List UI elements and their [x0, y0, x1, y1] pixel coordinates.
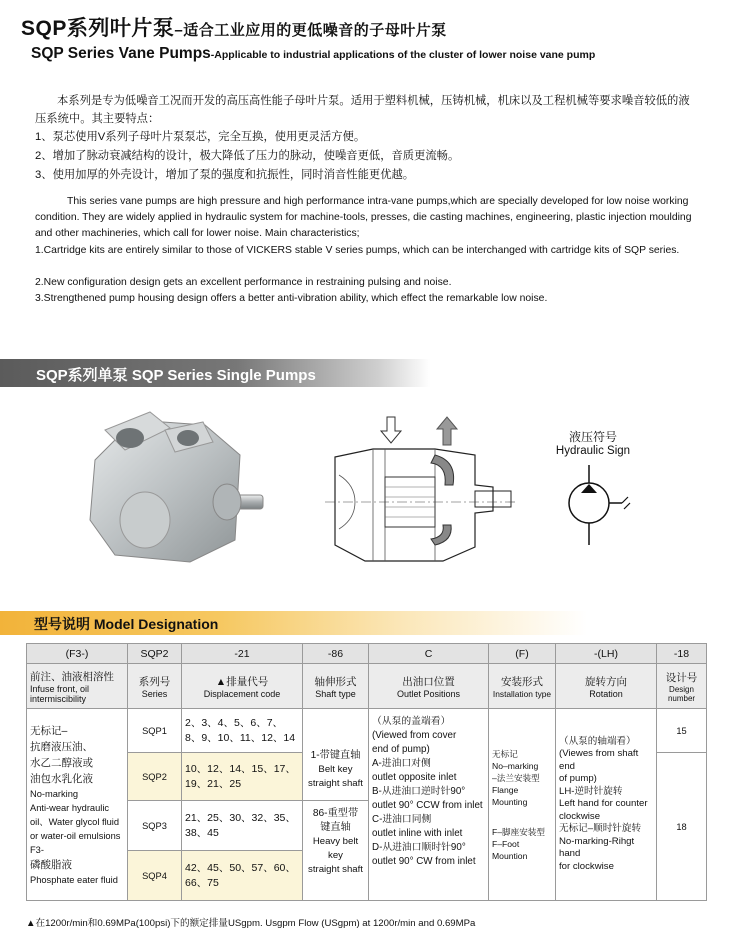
- title-cn-sub: –适合工业应用的更低噪音的子母叶片泵: [174, 22, 447, 39]
- page-title-en: [31, 45, 595, 63]
- displacement-cell: 2、3、4、5、6、7、8、9、10、11、12、14: [182, 709, 303, 753]
- intro-en-paragraph: This series vane pumps are high pressure and high performance intra-vane pumps,which are specially developed for low noise working condition. They are widely applied in hydraulic system for machine-tools, presses, die casting machines, engineering, plastic injection moulding and other machineries, which call for lower noise. Main characteristics;: [35, 196, 692, 240]
- title-cn-main: SQP系列叶片泵: [21, 17, 175, 40]
- series-cell: SQP3: [128, 801, 182, 851]
- design-number-cell: 18: [657, 753, 707, 901]
- header-series: 系列号 Series: [128, 664, 182, 709]
- title-en-sub: -Applicable to industrial applications of the cluster of lower noise vane pump: [210, 49, 596, 61]
- shaft-type-cell-2: 86-重型带 键直轴 Heavy belt key straight shaft: [303, 801, 369, 901]
- code-cell: (F): [489, 644, 556, 664]
- rotation-cell: （从泵的轴端看） (Viewes from shaft end of pump) LH-逆时针旋转 Left hand for counter clockwise 无标记–顺时针旋转 No-marking-Rihgt hand for clockwise: [556, 709, 657, 901]
- hydraulic-sign-en: Hydraulic Sign: [555, 445, 631, 457]
- table-row: [27, 709, 707, 753]
- installation-type-cell: 无标记 No–marking –法兰安装型 Flange Mounting F–脚座安装型 F–Foot Mountion: [489, 709, 556, 901]
- header-fluid: 前注、油液相溶性 Infuse front, oil intermiscibility: [27, 664, 128, 709]
- outlet-arrow-icon: [437, 417, 457, 445]
- inlet-arrow-icon: [381, 417, 401, 443]
- intro-cn-paragraph: 本系列是专为低噪音工况而开发的高压高性能子母叶片泵。适用于塑料机械，压铸机械，机床以及工程机械等要求噪音较低的液压系统中。其主要特点：: [35, 95, 690, 125]
- hydraulic-sign-label: [548, 428, 638, 457]
- displacement-cell: 21、25、30、32、35、38、45: [182, 801, 303, 851]
- intro-cn-item-3: 3、使用加厚的外壳设计，增加了泵的强度和抗振性，同时消音性能更优越。: [35, 169, 415, 181]
- pump-section-drawing: [325, 415, 515, 575]
- code-cell: SQP2: [128, 644, 182, 664]
- series-cell: SQP4: [128, 851, 182, 901]
- intro-en-item-1: 1.Cartridge kits are entirely similar to those of VICKERS stable V series pumps, which can be interchanged with cartridge kits of SQP series.: [35, 245, 680, 256]
- section-single-pumps-bar: [0, 359, 430, 387]
- design-number-cell: 15: [657, 709, 707, 753]
- section-single-pumps-title: SQP系列单泵 SQP Series Single Pumps: [36, 367, 316, 384]
- displacement-cell: 10、12、14、15、17、19、21、25: [182, 753, 303, 801]
- code-cell: -18: [657, 644, 707, 664]
- code-cell: -(LH): [556, 644, 657, 664]
- code-cell: C: [369, 644, 489, 664]
- intro-en-item-3: 3.Strengthened pump housing design offers a better anti-vibration ability, which effect the remarkable low noise.: [35, 293, 548, 304]
- code-cell: -21: [182, 644, 303, 664]
- model-designation-bar: [0, 611, 734, 635]
- series-cell: SQP1: [128, 709, 182, 753]
- table-code-row: [27, 644, 707, 664]
- pump-photo: [75, 400, 270, 570]
- page-title-cn: [21, 12, 447, 42]
- hydraulic-pump-symbol-icon: [552, 465, 642, 547]
- header-rotation: 旋转方向 Rotation: [556, 664, 657, 709]
- header-displacement: ▲排量代号 Displacement code: [182, 664, 303, 709]
- model-designation-table: [26, 643, 707, 901]
- footnote: ▲在1200r/min和0.69MPa(100psi)下的额定排量USgpm. Usgpm Flow (USgpm) at 1200r/min and 0.69MPa: [26, 918, 476, 929]
- header-shaft: 轴伸形式 Shaft type: [303, 664, 369, 709]
- code-cell: (F3-): [27, 644, 128, 664]
- code-cell: -86: [303, 644, 369, 664]
- fluid-compatibility-cell: 无标记– 抗磨液压油、 水乙二醇液或 油包水乳化液 No-marking Anti-wear hydraulic oil、Water glycol fluid or water-oil emulsions F3- 磷酸脂液 Phosphate eater fluid: [27, 709, 128, 901]
- header-installation: 安装形式 Installation type: [489, 664, 556, 709]
- model-designation-title: 型号说明 Model Designation: [34, 616, 219, 632]
- title-en-main: SQP Series Vane Pumps: [31, 45, 211, 62]
- intro-en-item-2: 2.New configuration design gets an excellent performance in restraining pulsing and noise.: [35, 277, 452, 288]
- displacement-cell: 42、45、50、57、60、66、75: [182, 851, 303, 901]
- outlet-positions-cell: （从泵的盖端看） (Viewed from cover end of pump) A-进油口对侧 outlet opposite inlet B-从进油口逆时针90° outlet 90° CCW from inlet C-进油口同侧 outlet inline with inlet D-从进油口顺时针90° outlet 90° CW from inlet: [369, 709, 489, 901]
- series-cell: SQP2: [128, 753, 182, 801]
- table-header-row: [27, 664, 707, 709]
- hydraulic-sign-cn: 液压符号: [568, 430, 617, 444]
- intro-cn-item-1: 1、泵芯使用V系列子母叶片泵泵芯，完全互换，使用更灵活方便。: [35, 131, 366, 143]
- header-design: 设计号 Design number: [657, 664, 707, 709]
- intro-cn-item-2: 2、增加了脉动衰减结构的设计，极大降低了压力的脉动，使噪音更低，音质更流畅。: [35, 150, 460, 162]
- shaft-type-cell-1: 1-带键直轴 Belt key straight shaft: [303, 709, 369, 801]
- header-outlet: 出油口位置 Outlet Positions: [369, 664, 489, 709]
